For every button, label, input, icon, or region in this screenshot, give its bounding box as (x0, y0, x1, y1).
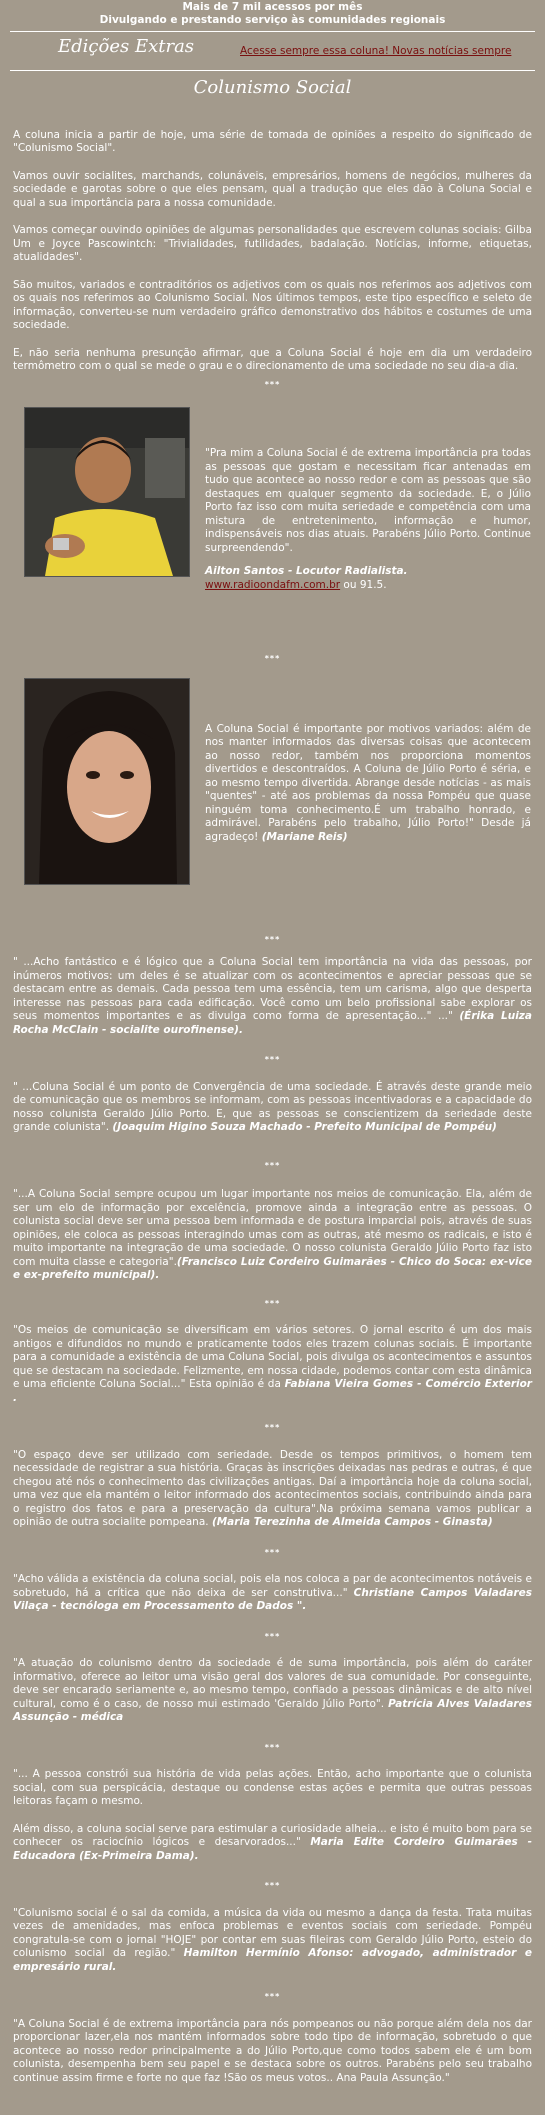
separator: *** (264, 934, 281, 944)
intro-paragraph: A coluna inicia a partir de hoje, uma série de tomada de opiniões a respeito do significado de "Colunismo Social". (13, 128, 532, 154)
opinion-item: "... A pessoa constrói sua história de vida pelas ações. Então, acho importante que o colunista social, com sua perspicácia, destaque ou condense estas ações e permita que outras pessoas leitoras façam o mesmo. (13, 1768, 532, 1807)
opinion-author: Hamilton Hermínio Afonso: advogado, administrador e empresário rural. (13, 1947, 532, 1973)
opinion-item: "O espaço deve ser utilizado com seriedade. Desde os tempos primitivos, o homem tem necessidade de registrar a sua história. Graças às inscrições deixadas nas pedras e outras, é que chegou até nós o conhecimento das civilizações antigas. Daí a importância hoje da coluna social, uma vez que ela mantém o leitor informado dos acontecimentos sociais, contribuindo ainda para o registro dos fatos e para a preservação da cultura".Na próxima semana vamos publicar a opinião de outra socialite pompeana. (Maria Terezinha de Almeida Campos - Ginasta) (13, 1448, 532, 1528)
opinion-item: " ...Acho fantástico e é lógico que a Coluna Social tem importância na vida das pessoas, por inúmeros motivos: um deles é se atualizar com os acontecimentos e apreciar pessoas que se destacam entre as demais. Cada pessoa tem uma essência, tem um carisma, algo que desperta interesse nas pessoas para cada edificação. Você como um belo profissional sabe explorar os seus momentos importantes e as divulga como forma de apresentação..." ..." (Érika Luiza Rocha McClain - socialite ourofinense). (13, 956, 533, 1036)
quote-text: "Pra mim a Coluna Social é de extrema importância pra todas as pessoas que gostam e necessitam ficar antenadas em tudo que acontece ao nosso redor e com as pessoas que são destaques em qualquer segmento da sociedade. E, o Júlio Porto faz isso com muita seriedade e competência com uma mistura de entretenimento, informação e humor, indispensáveis nos dias atuais. Parabéns Júlio Porto. Continue surpreendendo". (205, 447, 531, 554)
opinion-author: Fabiana Vieira Gomes - Comércio Exterior . (13, 1378, 532, 1404)
separator: *** (264, 1631, 281, 1641)
opinion-author: (Maria Terezinha de Almeida Campos - Ginasta) (211, 1516, 493, 1528)
profile-mariane (0, 678, 545, 933)
separator: *** (264, 1547, 281, 1557)
opinion-author: (Joaquim Higino Souza Machado - Prefeito Municipal de Pompéu) (112, 1121, 497, 1133)
ailton-quote-block (205, 447, 531, 592)
separator: *** (264, 1992, 281, 2001)
intro-paragraph: E, não seria nenhuma presunção afirmar, que a Coluna Social é hoje em dia um verdadeiro termômetro com o qual se mede o grau e o direcionamento de uma sociedade no seu dia-a dia. (13, 346, 532, 372)
article-body (0, 129, 545, 392)
intro-paragraph: Vamos ouvir socialites, marchands, colunáveis, empresários, homens de negócios, mulheres da sociedade e garotas sobre o que eles pensam, qual a tradução que eles dão à Coluna Social e qual a sua importância para a nossa comunidade. (13, 169, 532, 209)
opinion-author: Maria Edite Cordeiro Guimarães - Educadora (Ex-Primeira Dama). (13, 1836, 532, 1862)
radio-frequency: ou 91.5. (340, 578, 387, 591)
top-info (0, 0, 545, 27)
news-link[interactable]: Acesse sempre essa coluna! Novas notícias sempre (240, 45, 512, 57)
access-count: Mais de 7 mil acessos por mês (182, 1, 363, 13)
opinion-item: "...A Coluna Social sempre ocupou um lugar importante nos meios de comunicação. Ela, além de ser um elo de informação por excelência, promove ainda a integração entre as pessoas. O colunista social deve ser uma pessoa bem informada e de postura imparcial pois, através de suas opiniões, ele coloca as pessoas interagindo umas com as outras, até mesmo os radicais, e isto é muito importante na integração de uma sociedade. O nosso colunista Geraldo Júlio Porto faz isto com muita classe e categoria".(Francisco Luiz Cordeiro Guimarães - Chico do Soca: ex-vice e ex-prefeito municipal). (13, 1188, 532, 1281)
opinion-item: " ...Coluna Social é um ponto de Convergência de uma sociedade. É através deste grande meio de comunicação que os membros se informam, com as pessoas incentivadoras e a capacidade do nosso colunista Geraldo Júlio Porto. E, que as pessoas se conscientizem da seriedade deste grande colunista". (Joaquim Higino Souza Machado - Prefeito Municipal de Pompéu) (13, 1080, 532, 1133)
mariane-quote-block (205, 723, 531, 845)
intro-paragraph: São muitos, variados e contraditórios os adjetivos com os quais nos referimos aos adjetivos com os quais nos referimos ao Colunismo Social. Nos últimos tempos, este tipo específico e seleto de informação, converteu-se num verdadeiro gráfico demonstrativo dos hábitos e costumes de uma sociedade. (13, 278, 532, 331)
opinion-author: (Francisco Luiz Cordeiro Guimarães - Chico do Soca: ex-vice e ex-prefeito municipal). (13, 1255, 532, 1281)
opinion-item: "Colunismo social é o sal da comida, a música da vida ou mesmo a dança da festa. Trata muitas vezes de amenidades, mas enfoca problemas e eventos sociais com seriedade. Pompéu congratula-se com o jornal "HOJE" por contar em suas fileiras com Geraldo Júlio Porto, esteio do colunismo social da região." Hamilton Hermínio Afonso: advogado, administrador e empresário rural. (13, 1906, 532, 1973)
ailton-photo (24, 407, 190, 577)
section-header (0, 32, 545, 70)
separator: *** (264, 1423, 281, 1432)
separator: *** (264, 379, 281, 389)
quote-author: Ailton Santos - Locutor Radialista. (205, 565, 408, 577)
divider (10, 70, 535, 71)
opinion-author: Christiane Campos Valadares Vilaça - tecnóloga em Processamento de Dados ". (13, 1586, 532, 1612)
opinion-item: "Os meios de comunicação se diversificam em vários setores. O jornal escrito é um dos mais antigos e difundidos no mundo e praticamente todos eles trazem colunas sociais. É importante para a comunidade a existência de uma Coluna Social, pois divulga os acontecimentos e assuntos que se destacam na sociedade. Felizmente, em nossa cidade, podemos contar com esta dinâmica e uma eficiente Coluna Social..." Esta opinião é da Fabiana Vieira Gomes - Comércio Exterior . (13, 1324, 532, 1404)
quote-author: (Mariane Reis) (261, 830, 348, 843)
opinion-author: (Érika Luiza Rocha McClain - socialite ourofinense). (13, 1010, 533, 1036)
separator: *** (264, 654, 281, 663)
quote-text: A Coluna Social é importante por motivos variados: além de nos manter informados das diversas coisas que acontecem ao nosso redor, também nos proporciona momentos divertidos e descontraídos. A Coluna de Júlio Porto é séria, e ao mesmo tempo divertida. Abrange desde notícias - as mais "quentes" - até aos problemas da nossa Pompéu que quase ninguém toma conhecimento.É um trabalho honrado, e admirável. Parabéns pelo trabalho, Júlio Porto!" Desde já agradeço! (Mariane Reis) (205, 722, 531, 843)
separator: *** (264, 1055, 281, 1064)
section-title: Edições Extras (58, 36, 195, 57)
separator: *** (264, 1298, 281, 1308)
profile-ailton (0, 407, 545, 652)
separator: *** (264, 1742, 281, 1752)
tagline: Divulgando e prestando serviço às comunidades regionais (99, 14, 446, 26)
opinion-item: "Acho válida a existência da coluna social, pois ela nos coloca a par de acontecimentos notáveis e sobretudo, há a crítica que não deixa de ser construtiva..." Christiane Campos Valadares Vilaça - tecnóloga em Processamento de Dados ". (13, 1573, 532, 1612)
opinions-list (0, 956, 545, 2085)
opinion-item: "A atuação do colunismo dentro da sociedade é de suma importância, pois além do caráter informativo, oferece ao leitor uma visão geral dos valores de sua comunidade. Por conseguinte, deve ser encarado seriamente e, ao mesmo tempo, confiado a pessoas dinâmicas e de alto nível cultural, como é o caso, de nosso mui estimado 'Geraldo Júlio Porto". Patrícia Alves Valadares Assunção - médica (13, 1657, 532, 1723)
intro-paragraph: Vamos começar ouvindo opiniões de algumas personalidades que escrevem colunas sociais: Gilba Um e Joyce Pascowintch: "Trivialidades, futilidades, badalação. Notícias, informe, etiquetas, atualidades". (13, 224, 532, 263)
separator: *** (264, 1160, 281, 1170)
radio-site-link[interactable]: www.radioondafm.com.br (205, 578, 341, 591)
mariane-photo (24, 678, 190, 885)
opinion-item-continued: Além disso, a coluna social serve para estimular a curiosidade alheia... e isto é muito bom para se conhecer os raciocínio lógicos e desarvorados..." Maria Edite Cordeiro Guimarães - Educadora (Ex-Primeira Dama). (13, 1822, 532, 1862)
opinion-item: "A Coluna Social é de extrema importância para nós pompeanos ou não porque além dela nos dar proporcionar lazer,ela nos mantém informados sobre todo tipo de informação, sobretudo o que acontece ao nosso redor principalmente a do Júlio Porto,que como todos sabem ele é um bom colunista, desempenha bem seu papel e se destaca sobre os outros. Parabéns pelo seu trabalho continue assim firme e forte no que faz !São os meus votos.. Ana Paula Assunção." (13, 2017, 532, 2084)
page-title: Colunismo Social (193, 77, 352, 98)
opinion-author: Patrícia Alves Valadares Assunção - médica (13, 1697, 532, 1723)
separator: *** (264, 1881, 281, 1890)
